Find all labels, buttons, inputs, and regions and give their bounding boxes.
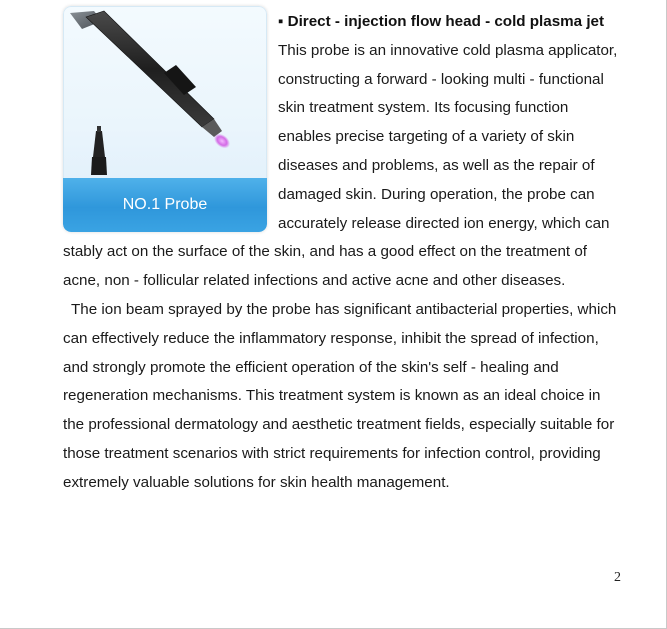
paragraph-2: The ion beam sprayed by the probe has significant antibacterial properties, which can effectively reduce the inflammatory response, inhibit the spread of infection, and strongly promote the efficient operation of the skin's self - healing and regeneration mechanisms. This treatment system is known as an ideal choice in the professional dermatology and aesthetic treatment fields, especially suitable for those treatment scenarios with strict requirements for infection control, providing extremely valuable solutions for skin health management. — [63, 300, 617, 491]
paragraph-1: This probe is an innovative cold plasma applicator, constructing a forward - looking multi - functional skin treatment system. Its focusing function enables precise targeting of a variety of skin diseases and problems, as well as the repair of damaged skin. During operation, the probe can accurately release directed ion energy, which can stably act on the surface of the skin, and has a good effect on the treatment of acne, non - follicular related infections and active acne and other diseases. — [63, 41, 618, 290]
probe-illustration — [64, 7, 267, 179]
page-content — [63, 8, 623, 498]
probe-photo — [63, 6, 267, 178]
page-number: 2 — [614, 570, 621, 585]
probe-figure — [63, 6, 267, 232]
section-heading: ▪ Direct - injection flow head - cold plasma jet — [278, 13, 605, 30]
figure-caption: NO.1 Probe — [63, 178, 267, 232]
